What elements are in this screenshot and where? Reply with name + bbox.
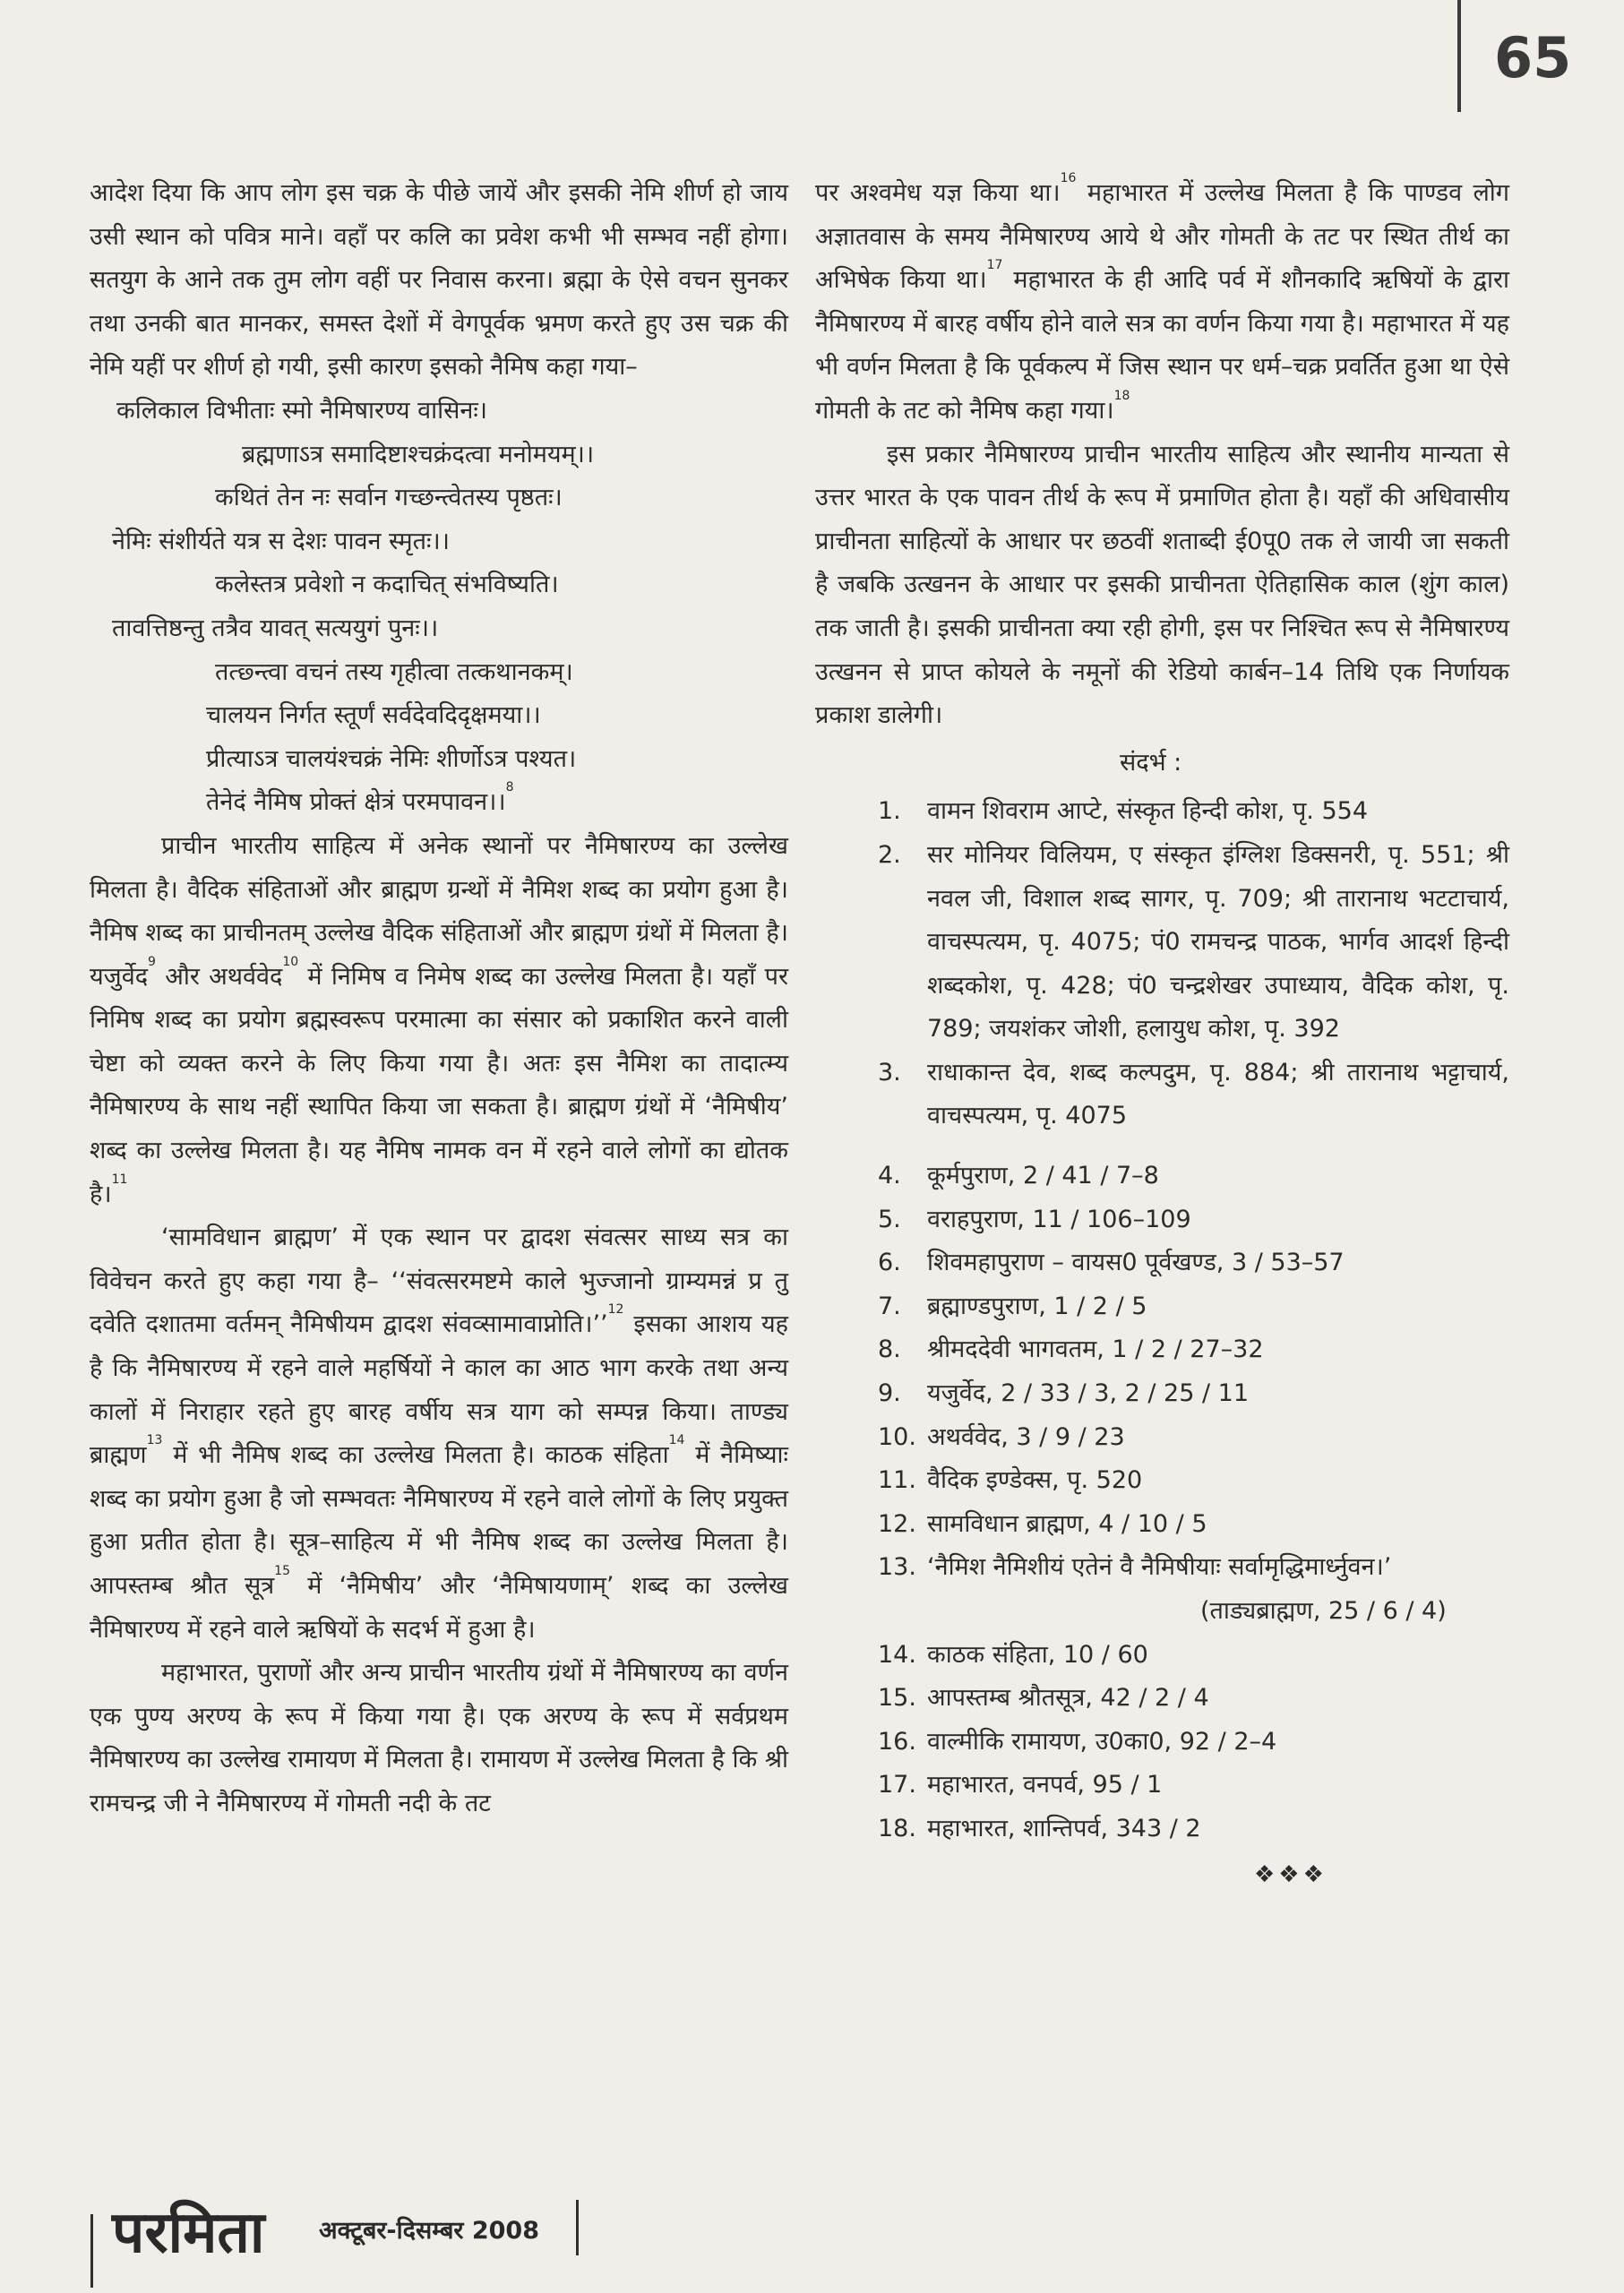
reference-text: सर मोनियर विलियम, ए संस्कृत इंग्लिश डिक्सनरी, पृ. 551; श्री नवल जी, विशाल शब्द सागर, पृ. 709; श्री तारानाथ भटटाचार्य, वाचस्पत्यम, पृ. 4075; पं0 रामचन्द्र पाठक, भार्गव आदर्श हिन्दी शब्दकोश, पृ. 428; पं0 चन्द्रशेखर उपाध्याय, वैदिक कोश, पृ. 789; जयशंकर जोशी, हलायुध कोश, पृ. 392	[927, 840, 1509, 1043]
paragraph-text: में नैमिष्याः शब्द का प्रयोग हुआ है जो सम्भवतः नैमिषारण्य में रहने वाले लोगों के लिए प्रयुक्त हुआ प्रतीत होता है। सूत्र–साहित्य में भी नैमिष शब्द का उल्लेख मिलता है। आपस्तम्ब श्रौत सूत्र	[90, 1441, 788, 1600]
reference-number: 4.	[878, 1162, 901, 1190]
verse-line: प्रीत्याऽत्र चालयंश्चक्रं नेमिः शीर्णोऽत्र पश्यत।	[206, 744, 577, 773]
paragraph-text: प्राचीन भारतीय साहित्य में अनेक स्थानों पर नैमिषारण्य का उल्लेख मिलता है। वैदिक संहिताओं और ब्राह्मण ग्रन्थों में नैमिश शब्द का प्रयोग हुआ है। नैमिष शब्द का प्राचीनतम् उल्लेख वैदिक संहिताओं और ब्राह्मण ग्रंथों में मिलता है। यजुर्वेद	[90, 831, 788, 991]
paragraph	[815, 172, 1509, 434]
reference-text: वाल्मीकि रामायण, उ0का0, 92 / 2–4	[927, 1727, 1277, 1756]
footnote-ref: 12	[607, 1302, 624, 1318]
footnote-ref: 11	[111, 1172, 128, 1187]
footer-rule	[90, 2214, 93, 2288]
verse-line	[90, 781, 788, 825]
footnote-ref: 18	[1113, 388, 1130, 403]
paragraph: महाभारत, पुराणों और अन्य प्राचीन भारतीय ग्रंथों में नैमिषारण्य का वर्णन एक पुण्य अरण्य के रूप में किया गया है। एक अरण्य के रूप में सर्वप्रथम नैमिषारण्य का उल्लेख रामायण में मिलता है। रामायण में उल्लेख मिलता है कि श्री रामचन्द्र जी ने नैमिषारण्य में गोमती नदी के तट	[90, 1659, 788, 1817]
verse-line: नेमिः संशीर्यते यत्र स देशः पावन स्मृतः।।	[112, 527, 450, 555]
verse-line: कलिकाल विभीताः स्मो नैमिषारण्य वासिनः।	[116, 396, 488, 425]
reference-item	[815, 1241, 1509, 1285]
paragraph-text: इसका आशय यह है कि नैमिषारण्य में रहने वाले महर्षियों ने काल का आठ भाग करके तथा अन्य कालों में निराहार रहते हुए बारह वर्षीय सत्र याग को सम्पन्न किया। ताण्ड्य ब्राह्मण	[90, 1310, 788, 1470]
paragraph-text: महाभारत के ही आदि पर्व में शौनकादि ऋषियों के द्वारा नैमिषारण्य में बारह वर्षीय होने वाले सत्र का वर्णन किया गया है। महाभारत में यह भी वर्णन मिलता है कि पूर्वकल्प में जिस स्थान पर धर्म–चक्र प्रवर्तित हुआ था ऐसे गोमती के तट को नैमिष कहा गया।	[815, 266, 1509, 425]
reference-number: 9.	[878, 1379, 901, 1408]
reference-number: 14.	[878, 1640, 916, 1669]
verse-line: ब्रह्मणाऽत्र समादिष्टाश्चक्रंदत्वा मनोमयम्।।	[242, 440, 595, 468]
reference-item	[815, 1198, 1509, 1242]
verse-line: चालयन निर्गत स्तूर्णं सर्वदेवदिदृक्षमया।।	[206, 701, 541, 730]
footnote-ref: 8	[505, 780, 514, 795]
footnote-ref: 17	[986, 258, 1003, 273]
footnote-ref: 10	[282, 954, 299, 969]
paragraph-text: में ‘नैमिषीय’ और ‘नैमिषायणाम्’ शब्द का उल्लेख नैमिषारण्य में रहने वाले ऋषियों के सदर्भ में हुआ है।	[90, 1572, 788, 1644]
page-number: 65	[1494, 25, 1572, 90]
reference-text: राधाकान्त देव, शब्द कल्पदुम, पृ. 884; श्री तारानाथ भट्टाचार्य, वाचस्पत्यम, पृ. 4075	[927, 1058, 1509, 1130]
reference-item	[815, 1634, 1509, 1678]
references-list	[815, 790, 1509, 1851]
reference-number: 2.	[878, 840, 901, 869]
reference-number: 17.	[878, 1771, 916, 1799]
reference-number: 18.	[878, 1814, 916, 1842]
reference-number: 11.	[878, 1466, 916, 1495]
verse-line: कथितं तेन नः सर्वान गच्छन्त्वेतस्य पृष्ठतः।	[215, 484, 563, 512]
issue-date: अक्टूबर-दिसम्बर 2008	[319, 2217, 539, 2245]
verse-line: तत्छ्न्त्वा वचनं तस्य गृहीत्वा तत्कथानकम्।	[215, 657, 573, 686]
reference-text: महाभारत, वनपर्व, 95 / 1	[927, 1771, 1163, 1799]
reference-text: वैदिक इण्डेक्स, पृ. 520	[927, 1466, 1143, 1495]
reference-item	[815, 1416, 1509, 1460]
paragraph: आदेश दिया कि आप लोग इस चक्र के पीछे जायें और इसकी नेमि शीर्ण हो जाय उसी स्थान को पवित्र माने। वहाँ पर कलि का प्रवेश कभी भी सम्भव नहीं होगा। सतयुग के आने तक तुम लोग वहीं पर निवास करना। ब्रह्मा के ऐसे वचन सुनकर तथा उनकी बात मानकर, समस्त देशों में वेगपूर्वक भ्रमण करते हुए उस चक्र की नेमि यहीं पर शीर्ण हो गयी, इसी कारण इसको नैमिष कहा गया–	[90, 179, 788, 382]
reference-text: यजुर्वेद, 2 / 33 / 3, 2 / 25 / 11	[927, 1379, 1250, 1408]
paragraph-text: और अथर्ववेद	[155, 962, 283, 991]
reference-item	[815, 834, 1509, 1052]
reference-text: ब्रह्माण्डपुराण, 1 / 2 / 5	[927, 1292, 1147, 1320]
reference-number: 12.	[878, 1509, 916, 1538]
verse-line: तावत्तिष्ठन्तु तत्रैव यावत् सत्ययुगं पुनः।।	[112, 614, 439, 642]
right-column	[815, 172, 1509, 1896]
left-column	[90, 172, 788, 1826]
reference-number: 13.	[878, 1553, 916, 1582]
reference-text: कूर्मपुराण, 2 / 41 / 7–8	[927, 1162, 1159, 1190]
references-heading: संदर्भ :	[1120, 748, 1182, 777]
verse-line: कलेस्तत्र प्रवेशो न कदाचित् संभविष्यति।	[215, 571, 559, 599]
reference-number: 8.	[878, 1335, 901, 1364]
reference-item	[815, 1052, 1509, 1138]
footnote-ref: 13	[146, 1433, 163, 1448]
reference-item	[815, 1503, 1509, 1547]
header-rule	[1457, 0, 1461, 112]
reference-text: काठक संहिता, 10 / 60	[927, 1640, 1148, 1669]
paragraph-text: पर अश्वमेध यज्ञ किया था।	[815, 179, 1061, 207]
reference-number: 15.	[878, 1684, 916, 1713]
paragraph-text: ‘सामविधान ब्राह्मण’ में एक स्थान पर द्वादश संवत्सर साध्य सत्र का विवेचन करते हुए कहा गया है– ‘‘संवत्सरमष्टमे काले भुज्जानो ग्राम्यमन्नं प्र तु दवेति दशातमा वर्तमन् नैमिषीयम द्वादश संवव्सामावाप्नोति।’’	[90, 1224, 788, 1339]
reference-text: सामविधान ब्राह्मण, 4 / 10 / 5	[927, 1509, 1207, 1538]
footnote-ref: 15	[274, 1564, 290, 1578]
reference-item	[815, 1721, 1509, 1765]
reference-item	[815, 1764, 1509, 1808]
paragraph-text: महाभारत में उल्लेख मिलता है कि पाण्डव लोग अज्ञातवास के समय नैमिषारण्य आये थे और गोमती के तट पर स्थित तीर्थ का अभिषेक किया था।	[815, 179, 1509, 295]
paragraph-text: में भी नैमिष शब्द का उल्लेख मिलता है। काठक संहिता	[162, 1441, 669, 1470]
reference-item	[815, 1459, 1509, 1503]
verse-text: तेनेदं नैमिष प्रोक्तं क्षेत्रं परमपावन।।	[206, 788, 506, 817]
reference-number: 1.	[878, 797, 901, 826]
reference-item	[815, 1328, 1509, 1372]
reference-item	[815, 1285, 1509, 1329]
footnote-ref: 9	[148, 954, 156, 969]
paragraph	[90, 1216, 788, 1652]
reference-item	[815, 1372, 1509, 1416]
reference-text: वराहपुराण, 11 / 106–109	[927, 1205, 1191, 1233]
footnote-ref: 14	[668, 1433, 685, 1448]
reference-source: (ताड्यब्राह्मण, 25 / 6 / 4)	[1200, 1597, 1447, 1625]
end-ornament-icon: ❖❖❖	[1254, 1860, 1328, 1888]
reference-text: वामन शिवराम आप्टे, संस्कृत हिन्दी कोश, पृ. 554	[927, 797, 1369, 826]
reference-text: शिवमहापुराण – वायस0 पूर्वखण्ड, 3 / 53–57	[927, 1249, 1345, 1277]
reference-text: ‘नैमिश नैमिशीयं एतेनं वै नैमिषीयाः सर्वामृद्धिमार्ध्नुवन।’	[927, 1553, 1392, 1582]
paragraph-text: में निमिष व निमेष शब्द का उल्लेख मिलता है। यहाँ पर निमिष शब्द का प्रयोग ब्रह्मस्वरूप परमात्मा का संसार को प्रकाशित करने वाली चेष्टा को व्यक्त करने के लिए किया गया है। अतः इस नैमिश का तादात्म्य नैमिषारण्य के साथ नहीं स्थापित किया जा सकता है। ब्राह्मण ग्रंथों में ‘नैमिषीय’ शब्द का उल्लेख मिलता है। यह नैमिष नामक वन में रहने वाले लोगों का द्योतक है।	[90, 962, 788, 1208]
reference-item	[815, 1677, 1509, 1721]
footer-rule	[576, 2200, 579, 2255]
reference-number: 7.	[878, 1292, 901, 1320]
reference-item	[815, 1808, 1509, 1851]
reference-text: महाभारत, शान्तिपर्व, 343 / 2	[927, 1814, 1201, 1842]
reference-item	[815, 1155, 1509, 1198]
footnote-ref: 16	[1060, 171, 1077, 185]
reference-number: 10.	[878, 1422, 916, 1451]
paragraph: इस प्रकार नैमिषारण्य प्राचीन भारतीय साहित्य और स्थानीय मान्यता से उत्तर भारत के एक पावन तीर्थ के रूप में प्रमाणित होता है। यहाँ की अधिवासीय प्राचीनता साहित्यों के आधार पर छठवीं शताब्दी ई0पू0 तक ले जायी जा सकती है जबकि उत्खनन के आधार पर इसकी प्राचीनता ऐतिहासिक काल (शुंग काल) तक जाती है। इसकी प्राचीनता क्या रही होगी, इस पर निश्चित रूप से नैमिषारण्य उत्खनन से प्राप्त कोयले के नमूनों की रेडियो कार्बन–14 तिथि एक निर्णायक प्रकाश डालेगी।	[815, 440, 1509, 730]
reference-text: श्रीमददेवी भागवतम, 1 / 2 / 27–32	[927, 1335, 1264, 1364]
reference-number: 5.	[878, 1205, 901, 1233]
journal-title: परमिता	[112, 2200, 265, 2266]
paragraph	[90, 825, 788, 1216]
reference-number: 16.	[878, 1727, 916, 1756]
reference-item	[815, 1546, 1509, 1590]
reference-text: अथर्ववेद, 3 / 9 / 23	[927, 1422, 1125, 1451]
reference-number: 3.	[878, 1058, 901, 1086]
reference-number: 6.	[878, 1249, 901, 1277]
reference-item	[815, 790, 1509, 834]
reference-text: आपस्तम्ब श्रौतसूत्र, 42 / 2 / 4	[927, 1684, 1209, 1713]
